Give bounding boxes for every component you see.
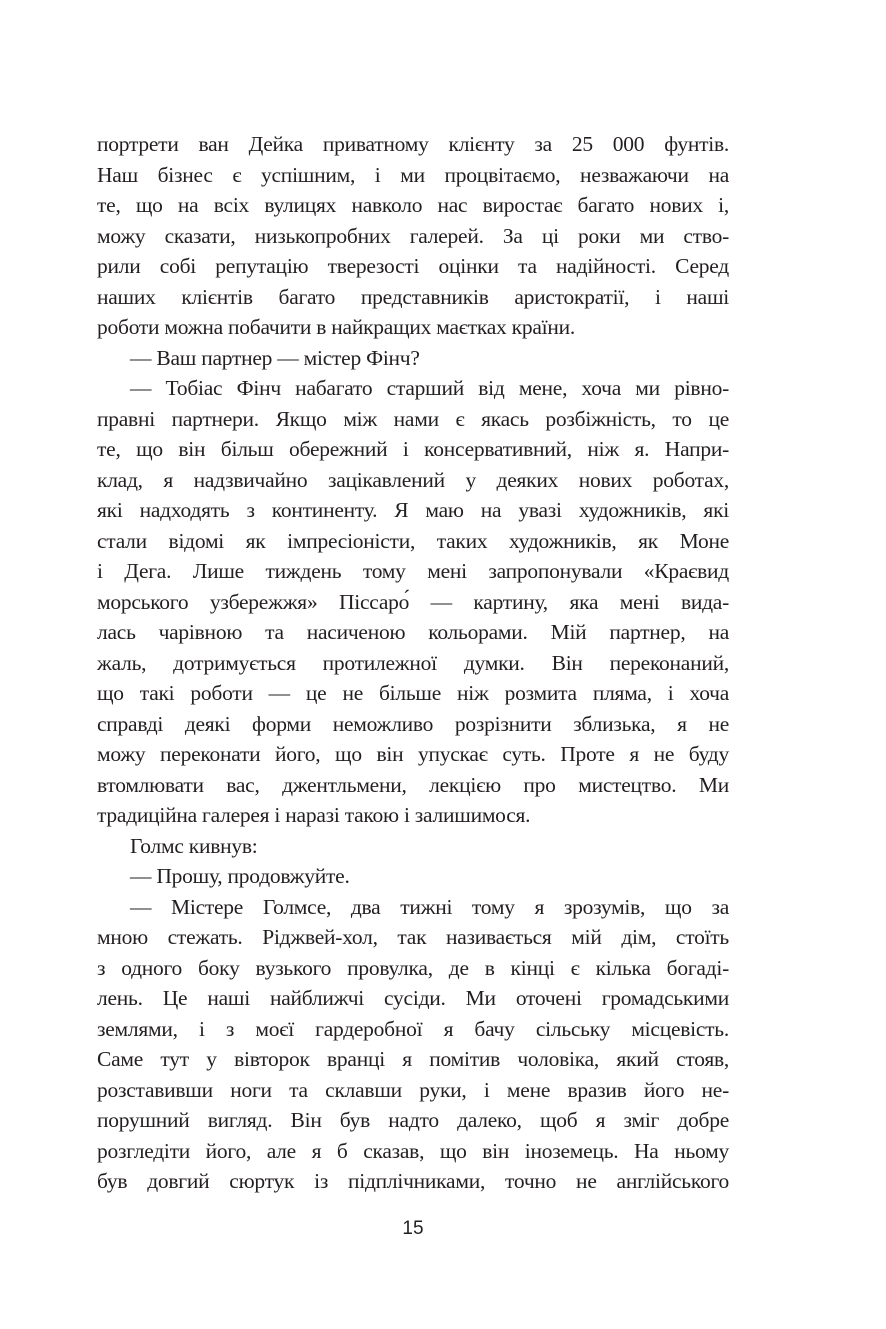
text-line: стали відомі як імпресіоністи, таких художників, як Моне <box>97 528 729 553</box>
text-line: можу сказати, низькопробних галерей. За ці роки ми ство- <box>97 223 729 248</box>
text-line: традиційна галерея і наразі такою і залишимося. <box>97 803 531 827</box>
text-line: втомлювати вас, джентльмени, лекцією про мистецтво. Ми <box>97 772 729 797</box>
text-line: лась чарівною та насиченою кольорами. Мій партнер, на <box>97 620 729 644</box>
text-line: які надходять з континенту. Я маю на увазі художників, які <box>97 498 729 522</box>
text-line: — Тобіас Фінч набагато старший від мене, хоча ми рівно- <box>130 376 729 400</box>
text-line: — Ваш партнер — містер Фінч? <box>130 345 420 370</box>
text-line: те, що на всіх вулицях навколо нас виростає багато нових і, <box>97 193 729 217</box>
text-line: морського узбережжя» Піссаро́ — картину, яка мені вида- <box>97 589 729 614</box>
text-line: мною стежать. Ріджвей-хол, так називається мій дім, стоїть <box>97 925 729 949</box>
text-line: був довгий сюртук із підплічниками, точно не англійського <box>97 1169 729 1193</box>
text-line: з одного боку вузького провулка, де в кінці є кілька богаді- <box>97 955 729 980</box>
text-line: землями, і з моєї гардеробної я бачу сільську місцевість. <box>97 1016 729 1041</box>
text-line: розставивши ноги та склавши руки, і мене вразив його не- <box>97 1077 729 1102</box>
text-line: клад, я надзвичайно зацікавлений у деяких нових роботах, <box>97 467 729 492</box>
text-line: жаль, дотримується протилежної думки. Він переконаний, <box>97 650 729 675</box>
text-line: порушний вигляд. Він був надто далеко, щоб я зміг добре <box>97 1108 729 1132</box>
text-line: рили собі репутацію тверезості оцінки та надійності. Серед <box>97 254 729 278</box>
body-text <box>97 129 729 1197</box>
text-line: і Дега. Лише тиждень тому мені запропонували «Краєвид <box>97 559 729 583</box>
text-line: лень. Це наші найближчі сусіди. Ми оточені громадськими <box>97 986 729 1010</box>
text-line: що такі роботи — це не більше ніж розмита пляма, і хоча <box>97 681 729 705</box>
text-line: справді деякі форми неможливо розрізнити зблизька, я не <box>97 711 729 736</box>
text-line: наших клієнтів багато представників аристократії, і наші <box>97 284 729 309</box>
text-line: — Прошу, продовжуйте. <box>130 864 350 888</box>
text-line: те, що він більш обережний і консервативний, ніж я. Напри- <box>97 437 729 461</box>
text-line: правні партнери. Якщо між нами є якась розбіжність, то це <box>97 406 729 431</box>
text-line: можу переконати його, що він упускає суть. Проте я не буду <box>97 742 729 766</box>
text-line: роботи можна побачити в найкращих маєтках країни. <box>97 315 576 339</box>
text-line: Саме тут у вівторок вранці я помітив чоловіка, який стояв, <box>97 1047 729 1071</box>
text-line: — Містере Голмсе, два тижні тому я зрозумів, що за <box>130 894 729 919</box>
text-line: розгледіти його, але я б сказав, що він іноземець. На ньому <box>97 1138 729 1163</box>
text-line: портрети ван Дейка приватному клієнту за 25 000 фунтів. <box>97 132 729 156</box>
page-number: 15 <box>402 1218 424 1239</box>
text-line: Наш бізнес є успішним, і ми процвітаємо, незважаючи на <box>97 162 729 187</box>
text-line: Голмс кивнув: <box>130 833 258 858</box>
